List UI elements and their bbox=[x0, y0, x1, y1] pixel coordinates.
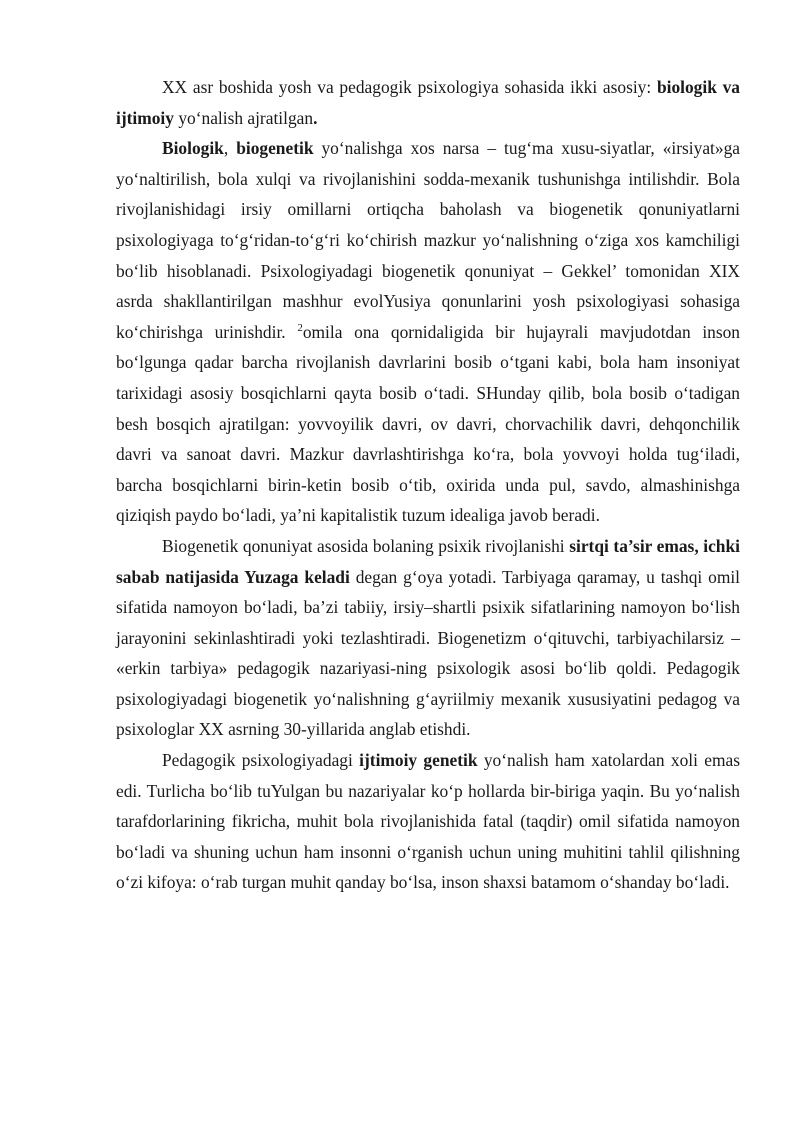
paragraph-text: , bbox=[223, 138, 237, 159]
paragraph-biogenetic-law bbox=[116, 531, 740, 745]
paragraph-social-genetic bbox=[116, 745, 740, 898]
paragraph-text: yo‘nalishga xos narsa – tug‘ma xusu-siyatlar, «irsiyat»ga yo‘naltirilish, bola xulqi va rivojlanishini sodda-mexanik tushunishga intilishdir. Bola rivojlanishidagi irsiy omillarni ortiqcha baholash va biogenetik qonuniyatlarni psixologiyaga to‘g‘ridan-to‘g‘ri ko‘chirish mazkur yo‘nalishning o‘ziga xos kamchiligi bo‘lib hisoblanadi. Psixologiyadagi biogenetik qonuniyat – Gekkel’ tomonidan XIX asrda shakllantirilgan mashhur evolYusiya qonunlarini yosh psixologiyasi sohasiga ko‘chirishga urinishdir. bbox=[116, 138, 740, 342]
bold-term: ijtimoiy genetik bbox=[359, 750, 478, 771]
paragraph-text: Pedagogik psixologiyadagi bbox=[162, 750, 360, 771]
bold-phrase: sirtqi ta’sir emas, ichki sabab natijasida Yuzaga keladi bbox=[116, 535, 740, 587]
paragraph-text: degan g‘oya yotadi. Tarbiyaga qaramay, u tashqi omil sifatida namoyon bo‘ladi, ba’zi tabiiy, irsiy–shartli psixik sifatlarining namoyon bo‘lish jarayonini sekinlashtiradi yoki tezlashtiradi. Biogenetizm o‘qituvchi, tarbiyachilarsiz – «erkin tarbiya» pedagogik nazariyasi-ning psixologik asosi bo‘lib qoldi. Pedagogik psixologiyadagi biogenetik yo‘nalishning g‘ayriilmiy mexanik xususiyatini pedagog va psixologlar XX asrning 30-yillarida anglab etishdi. bbox=[116, 566, 741, 740]
bold-period: . bbox=[313, 107, 318, 128]
bold-term: Biologik bbox=[162, 138, 224, 159]
paragraph-biological bbox=[116, 133, 740, 531]
footnote-marker: 2 bbox=[297, 321, 303, 334]
bold-term: biologik va ijtimoiy bbox=[116, 77, 740, 128]
paragraph-intro bbox=[116, 72, 740, 133]
paragraph-text: yo‘nalish ajratilgan bbox=[173, 107, 314, 128]
paragraph-text: yo‘nalish ham xatolardan xoli emas edi. Turlicha bo‘lib tuYulgan bu nazariyalar ko‘p hollarda bir-biriga yaqin. Bu yo‘nalish tarafdorlarining fikricha, muhit bola rivojlanishida fatal (taqdir) omil sifatida namoyon bo‘ladi va shuning uchun ham insonni o‘rganish uchun uning muhitini tahlil qilishning o‘zi kifoya: o‘rab turgan muhit qanday bo‘lsa, inson shaxsi batamom o‘shanday bo‘ladi. bbox=[116, 750, 740, 893]
bold-term: biogenetik bbox=[236, 138, 314, 159]
paragraph-text: XX asr boshida yosh va pedagogik psixologiya sohasida ikki asosiy: bbox=[162, 77, 657, 97]
paragraph-text: omila ona qornidaligida bir hujayrali mavjudotdan inson bo‘lgunga qadar barcha rivojlanish davrlarini bosib o‘tgani kabi, bola ham insoniyat tarixidagi asosiy bosqichlarni qayta bosib o‘tadi. SHunday qilib, bola bosib o‘tadigan besh bosqich ajratilgan: yovvoyilik davri, ov davri, chorvachilik davri, dehqonchilik davri va sanoat davri. Mazkur davrlashtirishga ko‘ra, bola yovvoyi holda tug‘iladi, barcha bosqichlarni birin-ketin bosib o‘tib, oxirida unda pul, savdo, almashinishga qiziqish paydo bo‘ladi, ya’ni kapitalistik tuzum idealiga javob beradi. bbox=[116, 321, 741, 526]
paragraph-text: Biogenetik qonuniyat asosida bolaning psixik rivojlanishi bbox=[162, 535, 570, 556]
document-page bbox=[116, 72, 740, 898]
